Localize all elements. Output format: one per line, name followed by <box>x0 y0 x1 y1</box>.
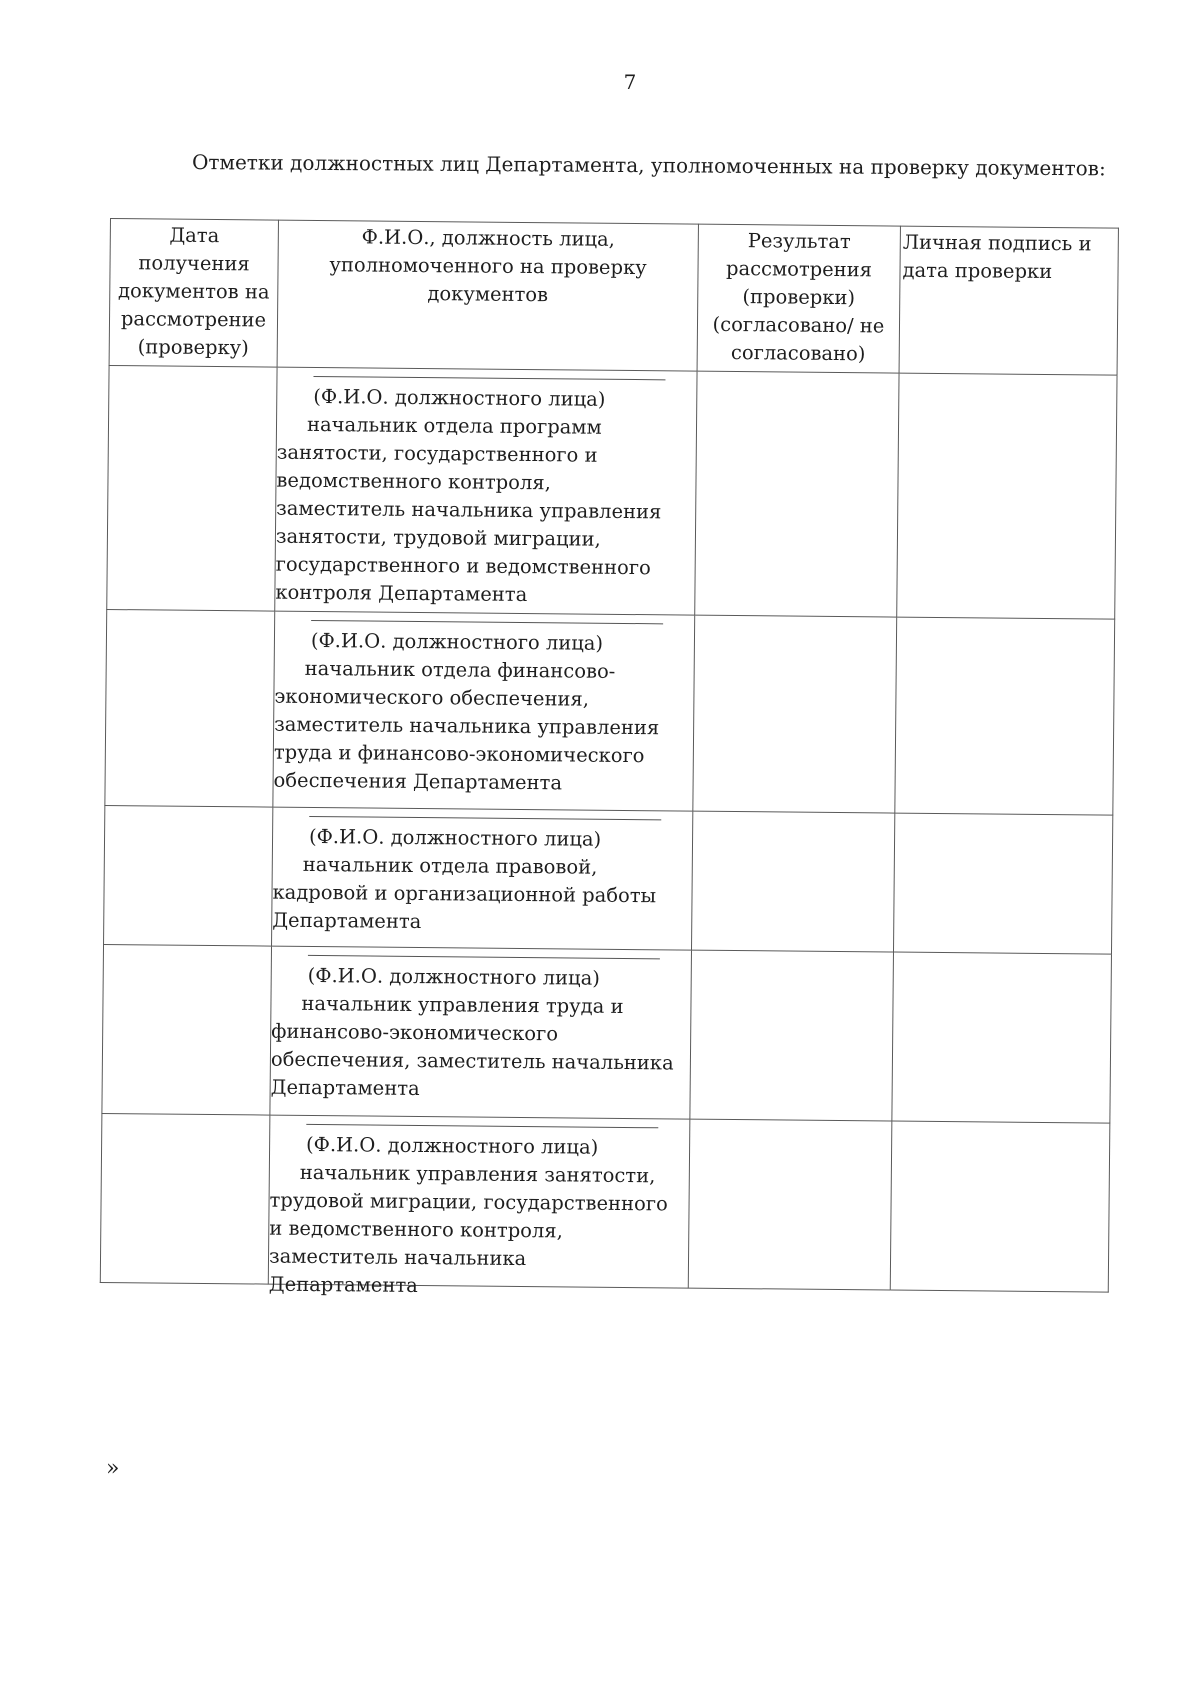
receipt-date-cell <box>107 365 277 611</box>
signature-date-cell <box>892 952 1112 1123</box>
signature-date-cell <box>895 617 1115 815</box>
approval-table <box>100 218 1119 1298</box>
receipt-date-cell <box>102 944 272 1115</box>
table-row <box>107 365 1117 619</box>
signature-date-cell <box>890 1121 1110 1292</box>
fio-placeholder: (Ф.И.О. должностного лица) <box>313 384 606 411</box>
review-result-cell <box>695 371 899 617</box>
official-position: начальник отдела программ занятости, государственного и ведомственного контроля, заместитель начальника управления занятости, трудовой миграции, государственного и ведомственного контроля Департамента <box>275 412 662 607</box>
fio-placeholder: (Ф.И.О. должностного лица) <box>306 1132 599 1159</box>
header-official-name-position: Ф.И.О., должность лица, уполномоченного на проверку документов <box>277 220 698 371</box>
official-cell <box>273 611 695 811</box>
receipt-date-cell <box>104 805 273 946</box>
table-row <box>104 805 1113 954</box>
review-result-cell <box>688 1119 892 1290</box>
fio-placeholder: (Ф.И.О. должностного лица) <box>307 963 600 990</box>
official-position: начальник отдела правовой, кадровой и организационной работы Департамента <box>272 852 657 934</box>
document-heading: Отметки должностных лиц Департамента, уполномоченных на проверку документов: <box>191 150 1106 181</box>
table-row <box>102 944 1112 1123</box>
official-cell <box>268 1115 690 1298</box>
signature-date-cell <box>893 813 1112 954</box>
approval-table-container <box>100 218 1118 1298</box>
official-position: начальник отдела финансово-экономического обеспечения, заместитель начальника управления труда и финансово-экономического обеспечения Департамента <box>273 656 660 795</box>
review-result-cell <box>691 811 894 952</box>
receipt-date-cell <box>105 609 275 807</box>
page-number: 7 <box>623 70 637 94</box>
header-review-result: Результат рассмотрения (проверки) (согласовано/ не согласовано) <box>697 224 900 373</box>
review-result-cell <box>693 615 897 813</box>
header-signature-date: Личная подпись и дата проверки <box>899 226 1118 375</box>
official-cell <box>272 807 693 950</box>
official-position: начальник управления занятости, трудовой миграции, государственного и ведомственного контроля, заместитель начальника Департамента <box>268 1160 668 1298</box>
receipt-date-cell <box>100 1113 270 1284</box>
closing-quote-mark: » <box>106 1456 120 1481</box>
header-receipt-date: Дата получения документов на рассмотрение (проверку) <box>109 219 278 368</box>
official-cell <box>275 367 697 615</box>
table-row <box>105 609 1115 815</box>
fio-placeholder: (Ф.И.О. должностного лица) <box>310 628 604 655</box>
table-header-row <box>109 219 1118 376</box>
review-result-cell <box>690 950 894 1121</box>
official-position: начальник управления труда и финансово-экономического обеспечения, заместитель начальника Департамента <box>270 991 674 1101</box>
official-cell <box>270 946 692 1119</box>
fio-placeholder: (Ф.И.О. должностного лица) <box>308 824 602 851</box>
signature-date-cell <box>897 373 1117 619</box>
table-row <box>100 1113 1110 1292</box>
